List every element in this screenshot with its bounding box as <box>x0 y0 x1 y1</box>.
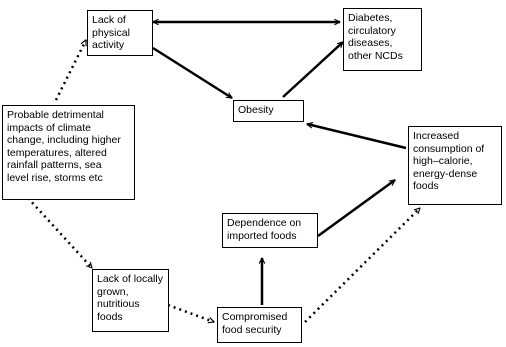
node-text-line: food security <box>222 323 282 336</box>
node-text-line: Obesity <box>238 104 274 116</box>
node-text-line: nutritious <box>97 298 140 310</box>
node-text-line: diseases, <box>348 37 393 49</box>
arrow-consumption-to-obesity <box>307 124 406 148</box>
node-text-line: energy-dense <box>413 167 478 180</box>
arrow-obesity-to-diabetes <box>283 42 343 97</box>
node-increased-consumption <box>408 126 502 205</box>
arrow-imported-to-consumption <box>318 180 395 236</box>
node-text-line: impacts of climate <box>7 121 92 134</box>
node-text-line: Increased <box>413 130 460 142</box>
node-text-line: Diabetes, <box>348 12 393 24</box>
arrow-food-security-to-consumption <box>305 208 420 322</box>
node-text-line: Lack of <box>92 14 126 26</box>
node-text-line: foods <box>413 180 439 192</box>
node-text-line: consumption of <box>413 142 485 155</box>
node-compromised-food-security <box>217 307 302 343</box>
arrow-local-foods-to-food-security <box>168 305 214 322</box>
node-text-line: change, including higher <box>7 134 121 146</box>
node-climate-change <box>2 105 135 200</box>
node-text-line: grown, <box>97 285 129 298</box>
node-text-line: high–calorie, <box>413 155 473 167</box>
node-text-line: physical <box>92 26 130 39</box>
arrow-physical-activity-to-obesity <box>153 48 232 98</box>
node-text-line: foods <box>97 310 123 323</box>
node-text-line: activity <box>92 39 125 51</box>
node-text-line: Compromised <box>222 311 288 323</box>
node-diabetes-ncds <box>343 8 422 71</box>
arrow-climate-to-physical-activity <box>56 40 86 100</box>
node-text-line: circulatory <box>348 24 396 37</box>
arrow-climate-to-local-foods <box>28 198 92 268</box>
node-text-line: other NCDs <box>348 49 403 62</box>
node-text-line: rainfall patterns, sea <box>7 159 102 171</box>
node-text-line: Probable detrimental <box>7 109 104 121</box>
node-text-line: Dependence on <box>227 217 302 229</box>
node-text-line: imported foods <box>227 229 297 242</box>
node-lack-of-physical-activity <box>87 10 153 56</box>
node-text-line: Lack of locally <box>97 273 163 285</box>
node-dependence-imported-foods <box>222 213 318 248</box>
node-obesity <box>233 100 304 122</box>
node-text-line: temperatures, altered <box>7 146 107 159</box>
node-lack-local-foods <box>92 269 169 332</box>
node-text-line: level rise, storms etc <box>7 171 103 184</box>
